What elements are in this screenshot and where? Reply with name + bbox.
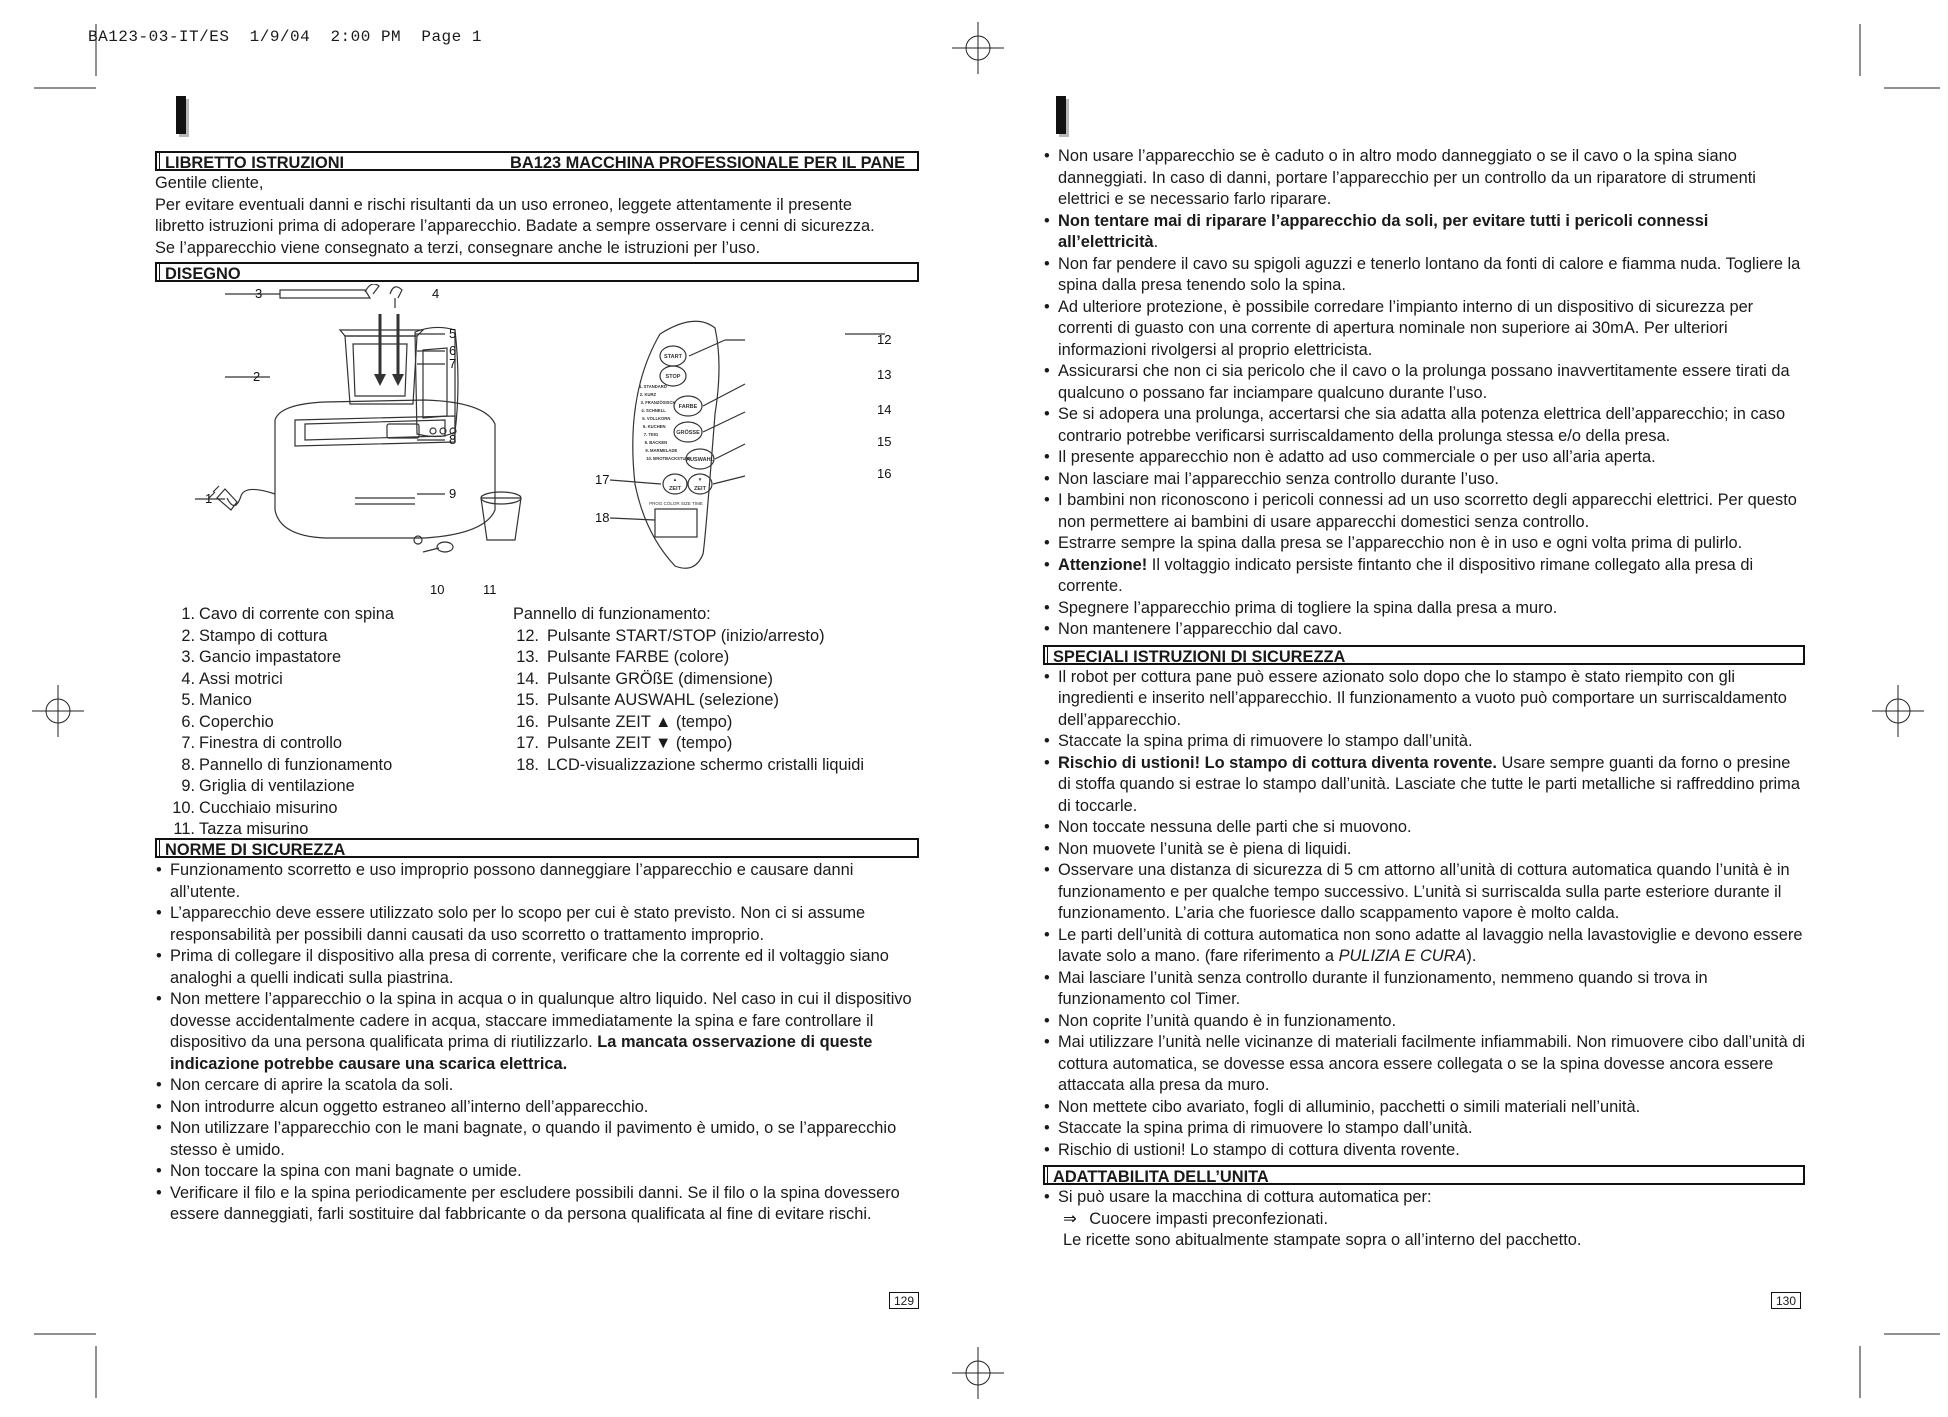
diagram-label: 1 — [205, 491, 213, 506]
part-item — [167, 776, 394, 798]
language-mark-left — [176, 96, 186, 134]
part-number: 3. — [181, 648, 195, 666]
safety-item — [1043, 447, 1805, 469]
safety-item — [1043, 469, 1805, 491]
speciali-item — [1043, 1140, 1805, 1162]
part-text: Cavo di corrente con spina — [199, 605, 394, 623]
part-item — [167, 690, 394, 712]
part-number: 5. — [181, 691, 195, 709]
page-number-right: 130 — [1771, 1292, 1801, 1309]
speciali-item — [1043, 1032, 1805, 1097]
speciali-item — [1043, 1011, 1805, 1033]
zeit-up-arrow: ▲ — [672, 477, 678, 482]
panel-part-item — [513, 669, 864, 691]
panel-part-number: 16. — [516, 712, 539, 731]
manual-title: LIBRETTO ISTRUZIONI — [165, 154, 345, 172]
part-text: Assi motrici — [199, 669, 283, 688]
speciali-item-text: Mai lasciare l’unità senza controllo durante il funzionamento, nemmeno quando si trova in funzionamento col Timer. — [1058, 968, 1708, 1008]
part-text: Stampo di cottura — [199, 626, 328, 645]
speciali-item-text: Non toccate nessuna delle parti che si muovono. — [1058, 818, 1412, 836]
diagram-label: 10 — [430, 582, 445, 597]
bread-machine-diagram — [155, 284, 919, 604]
norme-title: NORME DI SICUREZZA — [165, 841, 346, 859]
panel-part-text: Pulsante ZEIT ▲ (tempo) — [547, 712, 733, 731]
program-label: 2. KURZ — [639, 392, 657, 397]
norme-item — [155, 860, 919, 903]
panel-zeit-up-label: ZEIT — [669, 486, 681, 492]
program-label: 8. BACKEN — [644, 440, 668, 445]
norme-item-text: Prima di collegare il dispositivo alla presa di corrente, verificare che la corrente ed il voltaggio siano analoghi a quelli indicati sulla piastrina. — [170, 947, 889, 987]
norme-header — [155, 838, 919, 858]
program-label: 5. VOLLKORN — [642, 416, 671, 421]
diagram-label: 3 — [255, 286, 263, 301]
part-number: 6. — [181, 712, 195, 731]
panel-part-text: Pulsante FARBE (colore) — [547, 648, 730, 666]
panel-part-item — [513, 626, 864, 648]
adatt-title: ADATTABILITA DELL’UNITA — [1053, 1168, 1269, 1186]
safety-item — [1043, 619, 1805, 641]
norme-item — [155, 1161, 919, 1183]
speciali-list — [1043, 667, 1805, 1162]
part-item — [167, 755, 394, 777]
intro-line: libretto istruzioni prima di adoperare l’apparecchio. Badate a sempre osservare i cenni di sicurezza. — [155, 217, 875, 235]
part-item — [167, 604, 394, 626]
panel-parts-list — [513, 604, 864, 776]
diagram-label: 16 — [877, 466, 892, 481]
part-text: Pannello di funzionamento — [199, 755, 393, 774]
norme-item-bold: La mancata osservazione di queste indicazione potrebbe causare una scarica elettrica. — [170, 1033, 873, 1073]
norme-item-text: Verificare il filo e la spina periodicamente per escludere possibili danni. Se il filo o la spina dovessero essere danneggiati, farli sostituire dal fabbricante o da persona qualificata al fine di evitare rischi. — [170, 1183, 900, 1223]
speciali-item — [1043, 968, 1805, 1011]
safety-item-text: I bambini non riconoscono i pericoli connessi ad un uso scorretto degli apparecchi elettrici. Per questo non permettere ai bambini di usare apparecchi domestici senza controllo. — [1058, 491, 1797, 531]
left-page — [155, 149, 919, 1226]
safety-item-text: Non mantenere l’apparecchio dal cavo. — [1058, 620, 1343, 638]
panel-part-number: 15. — [516, 691, 539, 709]
norme-item — [155, 1183, 919, 1226]
program-label: 1. STANDARD — [639, 384, 667, 389]
safety-item-text: Spegnere l’apparecchio prima di togliere la spina dalla presa a muro. — [1058, 598, 1558, 617]
program-label: 3. FRANZÖSISCH — [640, 400, 676, 405]
speciali-item-text: Non muovete l’unità se è piena di liquidi. — [1058, 839, 1352, 858]
safety-item-text: Se si adopera una prolunga, accertarsi che sia adatta alla potenza elettrica dell’apparecchio; in caso contrario potrebbe verificarsi surriscaldamento della prolunga stessa e/o della presa. — [1058, 405, 1786, 445]
language-mark-right — [1056, 96, 1066, 134]
diagram-label: 6 — [449, 343, 457, 358]
safety-item — [1043, 146, 1805, 211]
speciali-item — [1043, 753, 1805, 818]
speciali-item-text: ). — [1466, 947, 1477, 965]
adatt-header — [1043, 1165, 1805, 1185]
part-item — [167, 712, 394, 734]
part-number: 9. — [181, 777, 195, 795]
norme-item-text: L’apparecchio deve essere utilizzato solo per lo scopo per cui è stato previsto. Non ci si assume responsabilità per possibili danni causati da uso scorretto o trattamento improprio. — [170, 904, 866, 944]
safety-item — [1043, 404, 1805, 447]
diagram-label: 18 — [595, 510, 610, 525]
panel-part-number: 17. — [516, 734, 539, 752]
arrow-icon: ⇒ — [1063, 1209, 1077, 1228]
norme-item — [155, 903, 919, 946]
adatt-note: Le ricette sono abitualmente stampate sopra o all’interno del pacchetto. — [1063, 1231, 1582, 1249]
norme-item-text: Non toccare la spina con mani bagnate o umide. — [170, 1162, 522, 1180]
safety-item-text: . — [1153, 233, 1159, 251]
norme-item-text: Non mettere l’apparecchio o la spina in acqua o in qualunque altro liquido. Nel caso in cui il dispositivo dovesse accidentalmente cadere in acqua, staccare immediatamente la spina e fare controllare il dispositivo da una persona qualificata prima di riutilizzarlo. — [170, 990, 912, 1051]
speciali-item — [1043, 860, 1805, 925]
right-page — [1043, 146, 1805, 1252]
safety-item-bold: Attenzione! — [1058, 555, 1148, 574]
safety-item-text: Estrarre sempre la spina dalla presa se l’apparecchio non è in uso e ogni volta prima di pulirlo. — [1058, 534, 1743, 552]
safety-item — [1043, 297, 1805, 362]
panel-part-text: Pulsante GRÖßE (dimensione) — [547, 669, 773, 688]
panel-parts-title: Pannello di funzionamento: — [513, 605, 711, 623]
panel-part-item — [513, 733, 864, 755]
part-text: Tazza misurino — [199, 820, 309, 838]
speciali-item-text: Usare sempre guanti da forno o presine di stoffa quando si estrae lo stampo dall’unità. Lasciate che tutte le parti metalliche si raffreddino prima di toccarle. — [1058, 753, 1800, 815]
speciali-header — [1043, 645, 1805, 665]
speciali-item-text: Il robot per cottura pane può essere azionato solo dopo che lo stampo è stato riempito con gli ingredienti e inserito nell’apparecchio. Il funzionamento a vuoto può comportare un surriscaldamento dell’apparecchio. — [1058, 667, 1787, 729]
safety-item — [1043, 254, 1805, 297]
speciali-item-bold: Rischio di ustioni! Lo stampo di cottura diventa rovente. — [1058, 753, 1497, 772]
norme-item-text: Non cercare di aprire la scatola da soli. — [170, 1076, 454, 1094]
product-title: BA123 MACCHINA PROFESSIONALE PER IL PANE — [510, 154, 905, 172]
adatt-intro: • Si può usare la macchina di cottura automatica per: — [1043, 1187, 1805, 1209]
program-label: 7. TEIG — [643, 432, 659, 437]
part-number: 4. — [181, 669, 195, 688]
speciali-item-text: Le parti dell’unità di cottura automatica non sono adatte al lavaggio nella lavastoviglie e devono essere lavate solo a mano. (fare riferimento a — [1058, 925, 1803, 965]
diagram-label: 13 — [877, 367, 892, 382]
title-bar — [155, 151, 919, 171]
speciali-item-text: Osservare una distanza di sicurezza di 5 cm attorno all’unità di cottura automatica quando l’unità è in funzionamento e per qualche tempo successivo. L’unità si surriscalda sulla parte esteriore durante il funzionamento. L’aria che fuoriesce dallo scappamento vapore è molto calda. — [1058, 861, 1790, 922]
safety-item — [1043, 533, 1805, 555]
adatt-item: Cuocere impasti preconfezionati. — [1089, 1209, 1328, 1228]
print-header: BA123-03-IT/ES 1/9/04 2:00 PM Page 1 — [88, 28, 482, 46]
part-number: 7. — [181, 734, 195, 752]
part-text: Finestra di controllo — [199, 734, 343, 752]
part-text: Manico — [199, 691, 252, 709]
panel-stop-label: STOP — [665, 374, 681, 380]
safety-item-text: Ad ulteriore protezione, è possibile corredare l’impianto interno di un dispositivo di sicurezza per correnti di guasto con una corrente di apertura nominale non superiore ai 30mA. Per ulteriori informazioni rivolgersi al proprio elettricista. — [1058, 297, 1754, 359]
part-item — [167, 626, 394, 648]
diagram-label: 14 — [877, 402, 892, 417]
adatt-list — [1043, 1187, 1805, 1209]
speciali-item — [1043, 731, 1805, 753]
diagram-label: 7 — [449, 356, 457, 371]
part-item — [167, 647, 394, 669]
panel-auswahl-label: AUSWAHL — [686, 457, 714, 463]
safety-item-text: Non far pendere il cavo su spigoli aguzzi e tenerlo lontano da fonti di calore e fiamma nuda. Togliere la spina dalla presa tenendo solo la spina. — [1058, 254, 1801, 294]
part-text: Gancio impastatore — [199, 648, 342, 666]
intro-line: Se l’apparecchio viene consegnato a terzi, consegnare anche le istruzioni per l’uso. — [155, 238, 760, 257]
lcd-caption: PROG COLOR SIZE TIME — [649, 501, 703, 506]
part-number: 2. — [181, 626, 195, 645]
norme-item-text: Non introdurre alcun oggetto estraneo all’interno dell’apparecchio. — [170, 1097, 649, 1116]
panel-grosse-label: GRÖSSE — [676, 430, 700, 436]
panel-part-item — [513, 690, 864, 712]
norme-item-text: Non utilizzare l’apparecchio con le mani bagnate, o quando il pavimento è umido, o se l’apparecchio stesso è umido. — [170, 1119, 897, 1159]
speciali-item — [1043, 817, 1805, 839]
part-item — [167, 669, 394, 691]
part-number: 11. — [173, 820, 195, 838]
speciali-item-text: Mai utilizzare l’unità nelle vicinanze di materiali facilmente infiammabili. Non rimuovere cibo dall’unità di cottura automatica, se dovesse essa ancora essere collegata o se la spina dovesse ancora essere attaccata alla presa da muro. — [1058, 1033, 1806, 1094]
panel-part-number: 14. — [516, 669, 539, 688]
safety-item — [1043, 211, 1805, 254]
diagram-label: 4 — [432, 286, 440, 301]
diagram-label: 11 — [483, 582, 497, 597]
panel-part-item — [513, 647, 864, 669]
part-text: Griglia di ventilazione — [199, 777, 355, 795]
safety-item-text: Il voltaggio indicato persiste fintanto che il dispositivo rimane collegato alla presa di corrente. — [1058, 555, 1754, 595]
disegno-title: DISEGNO — [165, 265, 241, 283]
panel-part-text: Pulsante ZEIT ▼ (tempo) — [547, 734, 733, 752]
diagram-label: 17 — [595, 472, 610, 487]
panel-farbe-label: FARBE — [678, 404, 698, 410]
program-label: 10. BROTBACKSTUBE — [646, 456, 692, 461]
part-number: 10. — [172, 798, 195, 817]
parts-list — [167, 604, 394, 841]
safety-item-text: Non lasciare mai l’apparecchio senza controllo durante l’uso. — [1058, 469, 1499, 488]
diagram-number-labels — [205, 286, 891, 597]
diagram-label: 5 — [449, 326, 457, 341]
safety-item-text: Assicurarsi che non ci sia pericolo che il cavo o la prolunga possano inavvertitamente essere tirati da qualcuno o possano far inciampare qualcuno durante l’uso. — [1058, 362, 1790, 402]
panel-part-number: 18. — [516, 755, 539, 774]
zeit-down-arrow: ▼ — [697, 477, 703, 482]
program-label: 4. SCHNELL — [641, 408, 666, 413]
norme-item-text: Funzionamento scorretto e uso improprio possono danneggiare l’apparecchio e causare danni all’utente. — [170, 861, 854, 901]
diagram-label: 15 — [877, 434, 892, 449]
panel-part-number: 12. — [516, 626, 539, 645]
panel-part-number: 13. — [516, 648, 539, 666]
speciali-title: SPECIALI ISTRUZIONI DI SICUREZZA — [1053, 647, 1346, 666]
disegno-header — [155, 262, 919, 282]
speciali-item-text: Staccate la spina prima di rimuovere lo stampo dall’unità. — [1058, 1119, 1473, 1137]
speciali-item-text: Rischio di ustioni! Lo stampo di cottura diventa rovente. — [1058, 1140, 1460, 1159]
speciali-item — [1043, 839, 1805, 861]
part-text: Coperchio — [199, 712, 274, 731]
panel-start-label: START — [664, 354, 682, 360]
panel-part-text: Pulsante START/STOP (inizio/arresto) — [547, 626, 825, 645]
safety-item-bold: Non tentare mai di riparare l’apparecchio da soli, per evitare tutti i pericoli connessi all’elettricità — [1058, 211, 1709, 251]
safety-item-text: Il presente apparecchio non è adatto ad uso commerciale o per uso all’aria aperta. — [1058, 448, 1656, 466]
intro-text — [155, 173, 919, 259]
speciali-item-italic: PULIZIA E CURA — [1338, 947, 1467, 965]
intro-line: Per evitare eventuali danni e rischi risultanti da un uso erroneo, leggete attentamente il presente — [155, 195, 853, 214]
intro-line: Gentile cliente, — [155, 174, 264, 192]
diagram-label: 2 — [253, 369, 261, 384]
speciali-item-text: Staccate la spina prima di rimuovere lo stampo dall’unità. — [1058, 732, 1473, 750]
norme-list — [155, 860, 919, 1226]
speciali-item — [1043, 925, 1805, 968]
safety-item — [1043, 555, 1805, 598]
norme-item — [155, 1118, 919, 1161]
norme-item — [155, 946, 919, 989]
diagram-label: 9 — [449, 486, 457, 501]
panel-part-item — [513, 712, 864, 734]
diagram-label: 8 — [449, 432, 457, 447]
panel-part-text: LCD-visualizzazione schermo cristalli liquidi — [547, 755, 864, 774]
norme-item — [155, 1075, 919, 1097]
safety-item — [1043, 361, 1805, 404]
norme-item — [155, 1097, 919, 1119]
speciali-item-text: Non mettete cibo avariato, fogli di alluminio, pacchetti o simili materiali nell’unità. — [1058, 1097, 1641, 1116]
part-number: 1. — [181, 605, 195, 623]
safety-item-text: Non usare l’apparecchio se è caduto o in altro modo danneggiato o se il cavo o la spina siano danneggiati. In caso di danni, portare l’apparecchio per un controllo da un riparatore di strumenti elettrici e se necessario farlo riparare. — [1058, 147, 1756, 208]
part-text: Cucchiaio misurino — [199, 798, 338, 817]
norme-item — [155, 989, 919, 1075]
speciali-item — [1043, 1118, 1805, 1140]
program-label: 9. MARMELADE — [645, 448, 678, 453]
diagram-label: 12 — [877, 332, 892, 347]
part-number: 8. — [181, 755, 195, 774]
adatt-item-row — [1043, 1209, 1805, 1231]
safety-item — [1043, 490, 1805, 533]
safety-list-continued — [1043, 146, 1805, 641]
part-item — [167, 798, 394, 820]
speciali-item — [1043, 1097, 1805, 1119]
panel-part-text: Pulsante AUSWAHL (selezione) — [547, 691, 779, 709]
safety-item — [1043, 598, 1805, 620]
panel-zeit-down-label: ZEIT — [694, 486, 706, 492]
speciali-item-text: Non coprite l’unità quando è in funzionamento. — [1058, 1011, 1397, 1030]
page-number-left: 129 — [889, 1292, 919, 1309]
speciali-item — [1043, 667, 1805, 732]
program-label: 6. KUCHEN — [643, 424, 666, 429]
panel-part-item — [513, 755, 864, 777]
part-item — [167, 733, 394, 755]
